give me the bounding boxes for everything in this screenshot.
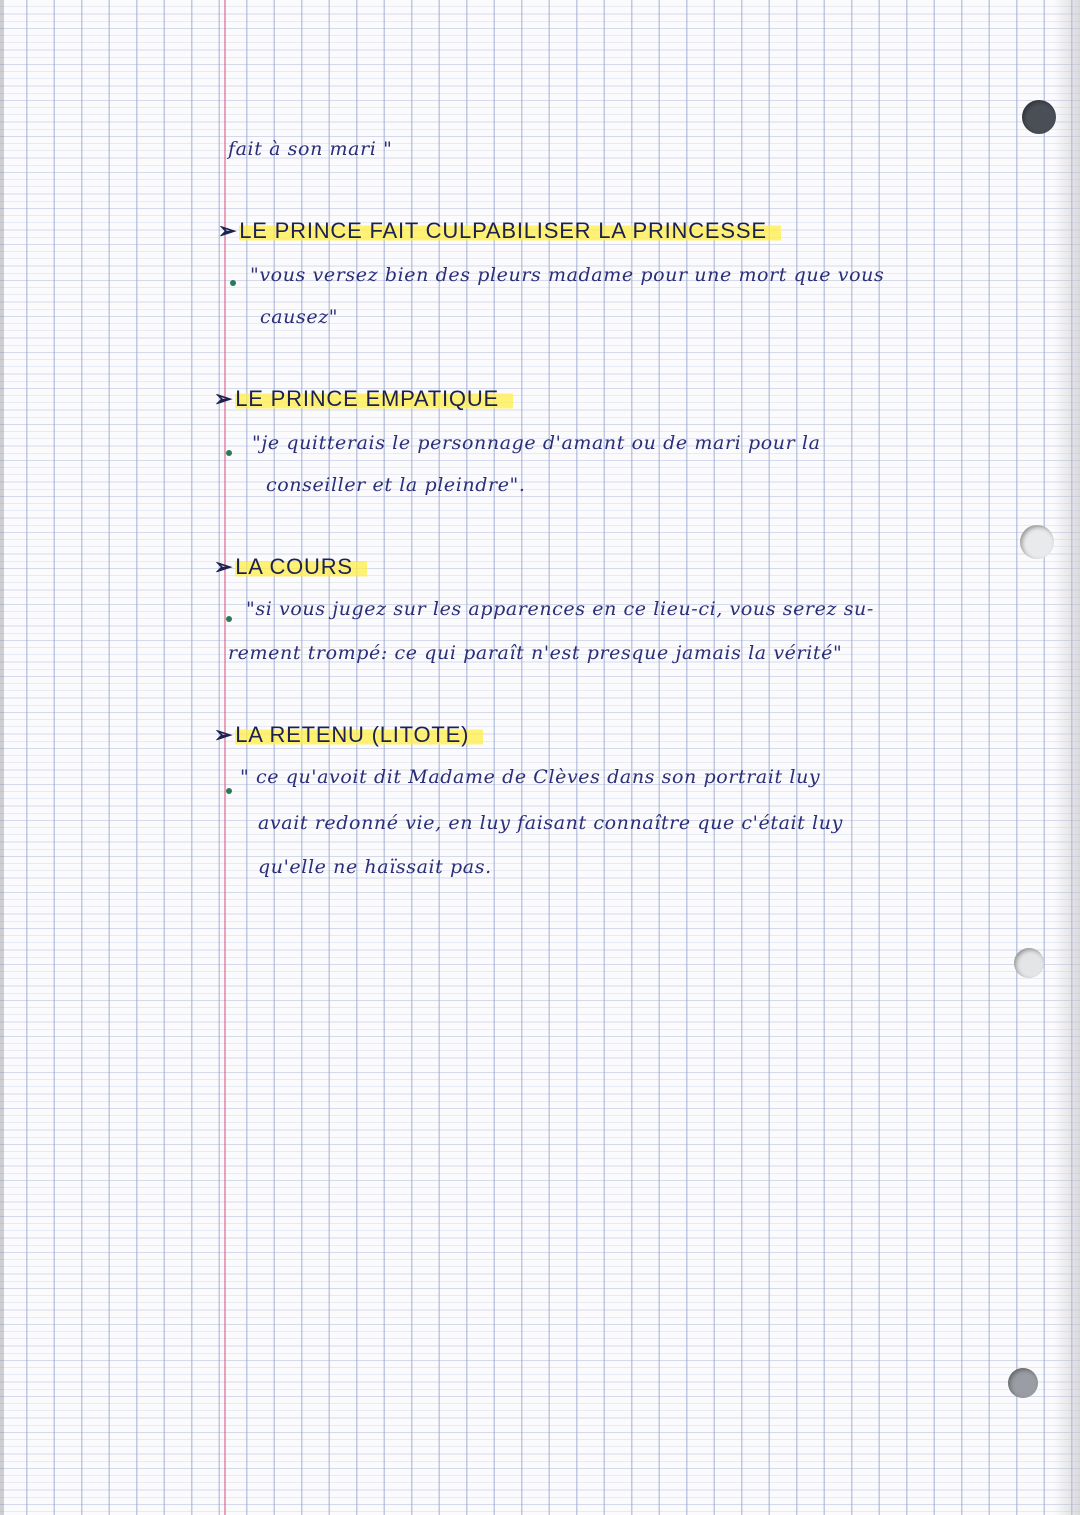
section-heading [214,722,483,748]
bullet-icon [226,616,232,622]
quote-line: "vous versez bien des pleurs madame pour une mort que vous [250,264,885,286]
page-edge-left [0,0,4,1515]
punch-hole [1022,100,1056,134]
page-edge-right [1054,0,1080,1515]
bullet-icon [226,450,232,456]
quote-line: causez" [260,306,339,328]
punch-hole [1008,1368,1038,1398]
quote-line: "je quitterais le personnage d'amant ou de mari pour la [252,432,821,454]
quote-line: rement trompé: ce qui paraît n'est presque jamais la vérité" [228,642,843,664]
heading-text: LA RETENU (LITOTE) [235,722,483,747]
section-heading [214,386,513,412]
quote-line: conseiller et la pleindre". [266,474,526,496]
heading-text: LA COURS [235,554,367,579]
section-heading [218,218,781,244]
section-heading [214,554,367,580]
quote-line: "si vous jugez sur les apparences en ce lieu-ci, vous serez su- [246,598,874,620]
bullet-icon [226,788,232,794]
arrow-icon: ➢ [218,218,238,243]
punch-hole [1014,948,1044,978]
punch-hole [1020,525,1054,559]
quote-line: avait redonné vie, en luy faisant connaître que c'était luy [258,812,843,834]
quote-line: qu'elle ne haïssait pas. [258,856,492,878]
continuation-text: fait à son mari " [228,138,393,160]
arrow-icon: ➢ [214,722,234,747]
quote-line: " ce qu'avoit dit Madame de Clèves dans son portrait luy [240,766,821,788]
arrow-icon: ➢ [214,554,234,579]
heading-text: LE PRINCE EMPATIQUE [235,386,513,411]
heading-text: LE PRINCE FAIT CULPABILISER LA PRINCESSE [239,218,781,243]
bullet-icon [230,280,236,286]
arrow-icon: ➢ [214,386,234,411]
